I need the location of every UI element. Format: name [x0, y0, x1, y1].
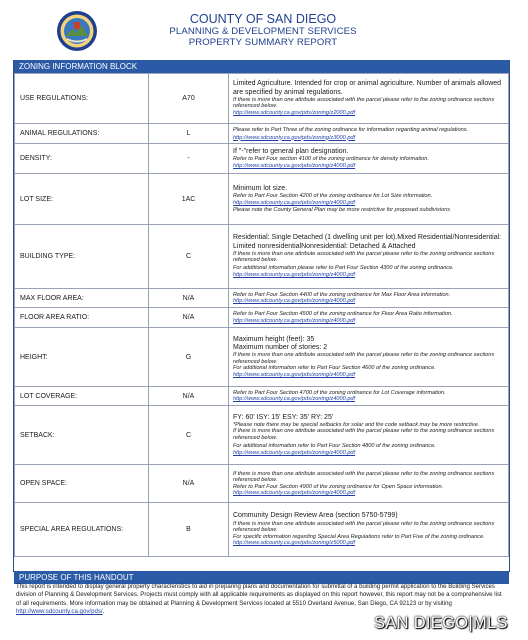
row-code: N/A: [149, 465, 229, 503]
description-note-2: For specific information regarding Special Area Regulations refer to Part Five of the zoning ordinance.: [233, 533, 485, 540]
ordinance-link[interactable]: http://www.sdcounty.ca.gov/pds/zoning/z2000.pdf: [233, 110, 356, 116]
description-main: Minimum lot size.: [233, 185, 288, 193]
department-name: PLANNING & DEVELOPMENT SERVICES: [169, 26, 357, 37]
description-main: FY: 60' ISY: 15' ESY: 35' RY: 25': [233, 413, 334, 421]
description-note-2: For additional information please refer to Part Four Section 4300 of the zoning ordinance.: [233, 264, 454, 271]
table-row: [15, 406, 509, 465]
description-note: Refer to Part Four Section 4500 of the zoning ordinance for Floor Area Ratio information.: [233, 311, 453, 318]
row-code: C: [149, 225, 229, 289]
row-description: [229, 406, 509, 465]
row-description: [229, 465, 509, 503]
description-note-2: If there is more than one attribute associated with the parcel please refer to the zoning ordinance sections referenced below.: [233, 428, 495, 441]
ordinance-link[interactable]: http://www.sdcounty.ca.gov/pds/zoning/z4000.pdf: [233, 162, 356, 169]
ordinance-link[interactable]: http://www.sdcounty.ca.gov/pds/zoning/z5000.pdf: [233, 540, 356, 547]
description-main: Maximum height (feet): 35: [233, 335, 315, 343]
table-row: [15, 225, 509, 289]
description-note: *Please note there may be special setbacks for solar and fire code setback may be more restrictive.: [233, 421, 480, 428]
row-code: 1AC: [149, 174, 229, 225]
ordinance-link[interactable]: http://www.sdcounty.ca.gov/pds/zoning/z4000.pdf: [233, 199, 356, 206]
description-note-2: For additional information refer to Part Four Section 4600 of the zoning ordinance.: [233, 365, 436, 372]
description-note: If there is more than one attribute associated with the parcel please refer to the zoning ordinance sections referenced below.: [233, 352, 495, 365]
purpose-text: [14, 583, 509, 616]
description-note: Refer to Part Four section 4100 of the zoning ordinance for density information.: [233, 156, 429, 163]
table-row: [15, 308, 509, 328]
row-description: [229, 225, 509, 289]
description-note: Refer to Part Four Section 4200 of the zoning ordinance for Lot Size information.: [233, 193, 433, 200]
row-code: N/A: [149, 308, 229, 328]
description-note: Refer to Part Four Section 4400 of the zoning ordinance for Max Floor Area information.: [233, 291, 451, 298]
row-label: DENSITY:: [15, 144, 149, 174]
row-description: [229, 74, 509, 124]
description-main: Limited Agriculture. Intended for crop or animal agriculture. Number of animals allowed are specified by animal regulations.: [233, 80, 502, 96]
purpose-tail: .: [102, 607, 105, 615]
table-row: [15, 328, 509, 387]
table-row: [15, 465, 509, 503]
pds-website-link[interactable]: http://www.sdcounty.ca.gov/pds/: [16, 607, 103, 615]
description-main: Community Design Review Area (section 5750-5799): [233, 512, 398, 520]
ordinance-link[interactable]: http://www.sdcounty.ca.gov/pds/zoning/z4000.pdf: [233, 490, 356, 497]
table-row: [15, 144, 509, 174]
description-note: If there is more than one attribute associated with the parcel please refer to the zoning ordinance sections referenced below.: [233, 520, 495, 534]
ordinance-link[interactable]: http://www.sdcounty.ca.gov/pds/zoning/z4000.pdf: [233, 371, 356, 378]
row-description: [229, 328, 509, 387]
ordinance-link[interactable]: http://www.sdcounty.ca.gov/pds/zoning/z3000.pdf: [233, 134, 356, 141]
zoning-table: [14, 73, 509, 557]
zoning-section-header: ZONING INFORMATION BLOCK: [14, 60, 509, 73]
row-label: BUILDING TYPE:: [15, 225, 149, 289]
table-row: [15, 124, 509, 144]
row-label: SETBACK:: [15, 406, 149, 465]
report-header: [0, 0, 528, 60]
table-row: [15, 387, 509, 406]
row-description: [229, 289, 509, 308]
description-main-2: Maximum number of stories: 2: [233, 344, 328, 351]
row-label: HEIGHT:: [15, 328, 149, 387]
row-description: [229, 174, 509, 225]
description-main: Residential: Single Detached (1 dwelling unit per lot).Mixed Residential/Nonresidential: Limited nonresidentialNonresidential: Detached & Attached: [233, 234, 502, 250]
row-code: A70: [149, 74, 229, 124]
description-note-2: Please note the County General Plan may be more restrictive for proposed subdivisions: [233, 206, 451, 213]
row-label: LOT SIZE:: [15, 174, 149, 225]
row-code: L: [149, 124, 229, 144]
ordinance-link[interactable]: http://www.sdcounty.ca.gov/pds/zoning/z4000.pdf: [233, 298, 356, 305]
description-main: If "-"refer to general plan designation.: [233, 147, 349, 155]
report-title-block: [110, 13, 416, 48]
row-label: MAX FLOOR AREA:: [15, 289, 149, 308]
ordinance-link[interactable]: http://www.sdcounty.ca.gov/pds/zoning/z4000.pdf: [233, 450, 356, 457]
row-description: [229, 387, 509, 406]
purpose-section-header: PURPOSE OF THIS HANDOUT: [14, 571, 509, 584]
ordinance-link[interactable]: http://www.sdcounty.ca.gov/pds/zoning/z4000.pdf: [233, 317, 356, 324]
description-note: Refer to Part Four Section 4700 of the zoning ordinance for Lot Coverage information.: [233, 389, 446, 396]
row-label: ANIMAL REGULATIONS:: [15, 124, 149, 144]
row-label: OPEN SPACE:: [15, 465, 149, 503]
county-seal-logo: [56, 10, 98, 52]
row-label: SPECIAL AREA REGULATIONS:: [15, 503, 149, 557]
row-label: LOT COVERAGE:: [15, 387, 149, 406]
table-row: [15, 174, 509, 225]
row-code: B: [149, 503, 229, 557]
row-code: N/A: [149, 289, 229, 308]
report-title: PROPERTY SUMMARY REPORT: [188, 37, 338, 48]
row-code: -: [149, 144, 229, 174]
county-name: COUNTY OF SAN DIEGO: [189, 12, 337, 26]
row-label: FLOOR AREA RATIO:: [15, 308, 149, 328]
row-description: [229, 144, 509, 174]
table-row: [15, 289, 509, 308]
description-note: If there is more than one attribute associated with the parcel please refer to the zoning ordinance sections referenced below.: [233, 250, 495, 264]
row-description: [229, 308, 509, 328]
mls-watermark: [374, 614, 528, 640]
description-note: Please refer to Part Three of the zoning ordinance for information regarding animal regulations.: [233, 127, 469, 133]
description-note-2: Refer to Part Four Section 4900 of the zoning ordinance for Open Space information.: [233, 483, 444, 490]
description-note-3: For additional information refer to Part Four Section 4800 of the zoning ordinance.: [233, 442, 436, 449]
table-row: [15, 503, 509, 557]
row-code: C: [149, 406, 229, 465]
watermark-text: SAN DIEGO|MLS: [374, 614, 508, 632]
row-description: [229, 124, 509, 144]
row-code: N/A: [149, 387, 229, 406]
table-row: [15, 74, 509, 124]
row-code: G: [149, 328, 229, 387]
row-label: USE REGULATIONS:: [15, 74, 149, 124]
ordinance-link[interactable]: http://www.sdcounty.ca.gov/pds/zoning/z4000.pdf: [233, 396, 356, 403]
description-note: If there is more than one attribute associated with the parcel please refer to the zoning ordinance sections referenced below.: [233, 470, 495, 484]
row-description: [229, 503, 509, 557]
description-note: If there is more than one attribute associated with the parcel please refer to the zoning ordinance sections referenced below.: [233, 96, 495, 110]
purpose-body: This report is intended to display general property characteristics to aid in preparing plans and documentation for submittal of a building permit application to the Building Services division of Planning & Development Services. Projects must comply with all applicable requirements as displayed on this report however, this report may not be a comprehensive list of all requirements. More information may be obtained at Planning & Development Services located at 5510 Overland Avenue, San Diego, CA 92123 or by visiting: [16, 583, 502, 607]
ordinance-link[interactable]: http://www.sdcounty.ca.gov/pds/zoning/z4000.pdf: [233, 272, 356, 279]
